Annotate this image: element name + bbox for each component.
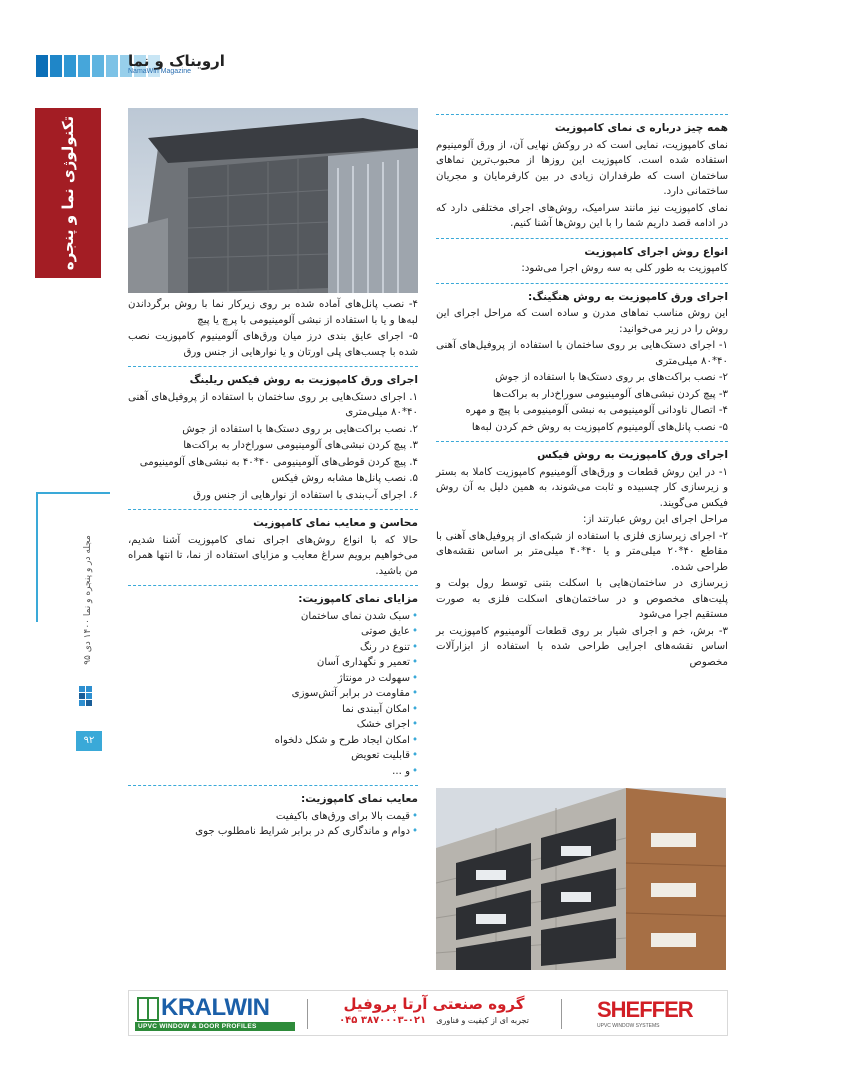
paragraph: ۱- در این روش قطعات و ورق‌های آلومینیوم کامپوزیت کاملا به بستر و زیرسازی کار چسبیده و ثابت می‌شوند، به همین دلیل به آن روش فیکس می‌گویند.: [436, 466, 728, 509]
heading-fix-railing: اجرای ورق کامپوزیت به روش فیکس ریلینگ: [189, 374, 418, 386]
list-item: • امکان ایجاد طرح و شکل دلخواه: [128, 733, 418, 749]
list-item: ۵- نصب پانل‌های آلومینیوم کامپوزیت به روش خم کردن لبه‌ها: [471, 421, 728, 433]
company-tagline: تجربه ای از کیفیت و فناوری: [436, 1016, 529, 1025]
list-item: • و ...: [128, 764, 418, 780]
separator: [436, 283, 728, 284]
namawin-icon: [79, 686, 97, 708]
heading-all-about-composite: همه چیز درباره ی نمای کامپوزیت: [554, 122, 728, 134]
separator: [436, 114, 728, 115]
paragraph: نمای کامپوزیت نیز مانند سرامیک، روش‌های اجرای مختلفی دارد که در ادامه قصد داریم شما را با این روش‌ها آشنا کنیم.: [436, 202, 728, 229]
building-photo-top: [128, 108, 418, 293]
list-item: ۵. نصب پانل‌ها مشابه روش فیکس: [271, 473, 418, 484]
building-illustration-top: [128, 108, 418, 293]
section-tab: [35, 108, 101, 278]
list-item: • دوام و ماندگاری کم در برابر شرایط نامطلوب جوی: [128, 824, 418, 840]
list-item: • عایق صوتی: [128, 624, 418, 640]
list-item: ۳- پیچ کردن نبشی‌های آلومینیومی سوراخ‌دار به براکت‌ها: [492, 388, 728, 400]
sheffer-tagline: UPVC WINDOW SYSTEMS: [597, 1023, 660, 1029]
paragraph: این روش مناسب نماهای مدرن و ساده است که مراحل اجرای این روش را در زیر می‌خوانید:: [436, 308, 728, 335]
list-item: ۲- نصب براکت‌های بر روی دستک‌ها با استفاده از جوش: [495, 372, 728, 383]
kralwin-wordmark: KRALWIN: [161, 994, 270, 1021]
kralwin-logo: [135, 995, 295, 1033]
list-item: ۲. نصب براکت‌هایی بر روی دستک‌ها با استفاده از جوش: [182, 423, 418, 435]
logo-persian: ارویناک و نما: [128, 52, 225, 70]
heading-pros-cons: محاسن و معایب نمای کامپوزیت: [253, 517, 418, 529]
list-item: • اجرای خشک: [128, 717, 418, 733]
separator: [128, 585, 418, 586]
paragraph: زیرسازی در ساختمان‌هایی با اسکلت بتنی توسط رول بولت و پلیت‌های مخصوص و در ساختمان‌های اسکلت فلزی به صورت مستقیم اجرا می‌شود: [436, 578, 728, 620]
magazine-logo: [128, 52, 228, 75]
header-tile: [64, 55, 76, 77]
paragraph: ۳- برش، خم و اجرای شیار بر روی قطعات آلومینیوم کامپوزیت بر اساس نقشه‌های اجرایی طراحی شده با استفاده از ابزارآلات مخصوص: [436, 625, 728, 668]
list-item: ۴- اتصال ناودانی آلومینیومی به نبشی آلومینیومی با پیچ و مهره: [465, 405, 728, 416]
header-tile: [92, 55, 104, 77]
header-tile: [106, 55, 118, 77]
list-item: • تعمیر و نگهداری آسان: [128, 655, 418, 671]
building-photo-bottom: [436, 788, 726, 970]
separator: [436, 441, 728, 442]
list-item: • سبک شدن نمای ساختمان: [128, 609, 418, 625]
heading-disadvantages: معایب نمای کامپوزیت:: [300, 793, 418, 805]
list-item: ۳. پیچ کردن نبشی‌های آلومینیومی سوراخ‌دار به براکت‌ها: [183, 440, 418, 451]
list-item: ۱. اجرای دستک‌هایی بر روی ساختمان با استفاده از پروفیل‌های آهنی ۴۰*۸۰ میلی‌متری: [128, 391, 418, 418]
sidebar-divider: [36, 492, 110, 494]
list-item: • قابلیت تعویض: [128, 748, 418, 764]
separator: [436, 238, 728, 239]
logo-english: NamaWin Magazine: [128, 68, 192, 75]
separator: [128, 785, 418, 786]
paragraph: مراحل اجرای این روش عبارتند از:: [583, 514, 728, 525]
paragraph: ۲- اجرای زیرسازی فلزی با استفاده از شبکه‌ای از پروفیل‌های آهنی با مقاطع ۴۰*۲۰ میلی‌متر و یا ۴۰*۴۰ میلی‌متر بر اساس نقشه‌های طراحی شده.: [436, 530, 729, 573]
heading-methods: انواع روش اجرای کامپوزیت: [584, 245, 728, 258]
ad-divider: [561, 999, 562, 1029]
list-item: ۶. اجرای آب‌بندی با استفاده از نوارهایی از جنس ورق: [193, 489, 418, 501]
list-item: • قیمت بالا برای ورق‌های باکیفیت: [128, 809, 418, 825]
sheffer-logo: [597, 997, 693, 1031]
heading-hanging-method: اجرای ورق کامپوزیت به روش هنگینگ:: [527, 290, 728, 303]
paragraph: کامپوزیت به طور کلی به سه روش اجرا می‌شود:: [521, 263, 728, 274]
separator: [128, 509, 418, 510]
paragraph: حالا که با انواع روش‌های اجرای نمای کامپوزیت آشنا شدیم، می‌خواهیم برویم سراغ معایب و مزایای استفاده از نما، تا انتها همراه من باشید.: [128, 534, 418, 577]
advertisement-banner[interactable]: [128, 990, 728, 1036]
ad-divider: [307, 999, 308, 1029]
paragraph: ۴- نصب پانل‌های آماده شده بر روی زیرکار نما با روش برگرداندن لبه‌ها و یا با استفاده از نبشی آلومینیومی با پرچ یا پیچ: [128, 299, 418, 326]
section-title: تکنولوژی نما و پنجره: [59, 115, 77, 271]
header-tile: [50, 55, 62, 77]
page-number: ۹۲: [76, 731, 102, 751]
company-info: [319, 1015, 549, 1026]
heading-advantages: مزایای نمای کامپوزیت:: [298, 593, 418, 605]
paragraph: ۵- اجرای عایق بندی درز میان ورق‌های آلومینیوم کامپوزیت نصب شده با چسب‌های پلی اورتان و یا نوارهایی از جنس ورق: [128, 331, 418, 358]
header-tile: [36, 55, 48, 77]
separator: [128, 366, 418, 367]
kralwin-tagline: UPVC WINDOW & DOOR PROFILES: [135, 1022, 295, 1031]
facade-illustration-bottom: [436, 788, 726, 970]
list-item: • امکان آببندی نما: [128, 702, 418, 718]
heading-fix-method: اجرای ورق کامپوزیت به روش فیکس: [537, 449, 728, 461]
company-title: گروه صنعتی آرتا پروفیل: [343, 995, 525, 1013]
list-item: ۱- اجرای دستک‌هایی بر روی ساختمان با استفاده از پروفیل‌های آهنی ۴۰*۸۰ میلی‌متری: [436, 340, 728, 367]
right-column: [436, 120, 728, 671]
list-item: • مقاومت در برابر آتش‌سوزی: [128, 686, 418, 702]
paragraph: نمای کامپوزیت، نمایی است که در روکش نهایی آن، از ورق آلومینیوم استفاده شده است. کامپوزیت این روزها از محبوب‌ترین نماهای ساختمان است که طرفداران زیادی در بین کارفرمایان و مجریان ساختمانی دارد.: [436, 139, 728, 197]
sheffer-wordmark: SHEFFER: [597, 997, 693, 1022]
company-block: [319, 995, 549, 1026]
issue-info: مجله در و پنجره و نما ۱۴۰۰ دی ۹۵: [83, 535, 93, 665]
list-item: ۴. پیچ کردن قوطی‌های آلومینیومی ۴۰*۴۰ به نبشی‌های آلومینیومی: [139, 456, 418, 468]
company-phone: ۰۲۱-۳۸۷۰۰۰۳ ۰۴۵: [339, 1015, 427, 1026]
left-column: [128, 297, 418, 840]
list-item: • تنوع در رنگ: [128, 640, 418, 656]
window-icon: [137, 997, 159, 1021]
sidebar-vertical-rule: [36, 492, 38, 622]
list-item: • سهولت در مونتاژ: [128, 671, 418, 687]
header-tile: [78, 55, 90, 77]
